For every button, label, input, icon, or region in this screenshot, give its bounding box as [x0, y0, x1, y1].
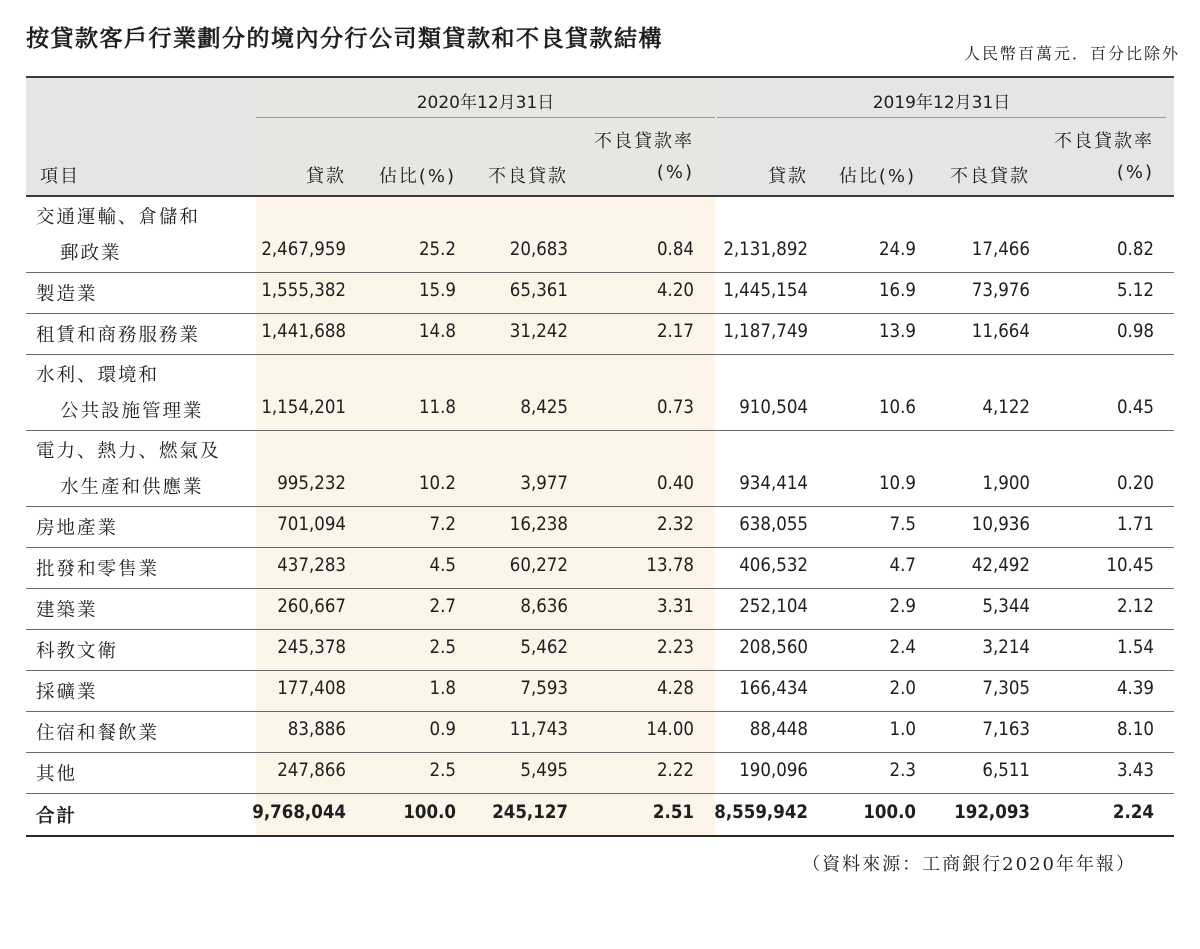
total-cell-2019-loans: 8,559,942: [714, 802, 808, 823]
cell-2020-ratio: 0.40: [656, 473, 694, 494]
total-cell-2019-ratio: 2.24: [1112, 802, 1154, 823]
cell-2019-ratio: 0.98: [1116, 321, 1154, 342]
header-2020-loans: 貸款: [306, 166, 346, 187]
table-row: [26, 355, 1174, 431]
table-row: [26, 753, 1174, 794]
header-2019-ratio-unit: (%): [1116, 162, 1154, 183]
cell-2020-npl: 60,272: [509, 555, 568, 576]
cell-2020-ratio: 4.28: [656, 678, 694, 699]
cell-2019-npl: 10,936: [971, 514, 1030, 535]
cell-2019-loans: 208,560: [739, 637, 808, 658]
header-2020-npl: 不良貸款: [488, 166, 568, 187]
row-label: 住宿和餐飲業: [36, 723, 160, 744]
cell-2019-ratio: 1.71: [1116, 514, 1154, 535]
cell-2020-share: 2.5: [429, 637, 456, 658]
table-body: [26, 197, 1174, 837]
cell-2020-ratio: 2.22: [656, 760, 694, 781]
cell-2020-ratio: 2.23: [656, 637, 694, 658]
cell-2020-share: 0.9: [429, 719, 456, 740]
cell-2019-npl: 17,466: [971, 239, 1030, 260]
cell-2019-share: 2.9: [889, 596, 916, 617]
row-label: 採礦業: [36, 682, 98, 703]
row-label: 其他: [36, 764, 78, 785]
cell-2019-share: 2.3: [889, 760, 916, 781]
row-label: 水利、環境和: [36, 365, 160, 386]
table-row: [26, 431, 1174, 507]
loan-structure-table: [26, 76, 1174, 837]
cell-2019-loans: 190,096: [739, 760, 808, 781]
cell-2020-loans: 1,441,688: [261, 321, 346, 342]
cell-2019-ratio: 10.45: [1106, 555, 1154, 576]
period-2020-label: 2020年12月31日: [416, 93, 555, 113]
cell-2019-share: 1.0: [889, 719, 916, 740]
header-2020-ratio: 不良貸款率: [594, 131, 694, 152]
cell-2020-npl: 3,977: [520, 473, 568, 494]
row-label: 科教文衛: [36, 641, 119, 662]
total-cell-2020-share: 100.0: [403, 802, 456, 823]
cell-2019-loans: 1,445,154: [723, 280, 808, 301]
row-label: 租賃和商務服務業: [36, 325, 201, 346]
row-label: 交通運輸、倉儲和: [36, 207, 201, 228]
cell-2020-loans: 437,283: [277, 555, 346, 576]
header-2019-share: 佔比(%): [838, 166, 916, 187]
row-label-continued: 水生產和供應業: [60, 477, 204, 498]
cell-2020-loans: 701,094: [277, 514, 346, 535]
cell-2020-ratio: 0.84: [656, 239, 694, 260]
cell-2020-ratio: 14.00: [646, 719, 694, 740]
cell-2019-share: 24.9: [878, 239, 916, 260]
row-label: 建築業: [36, 600, 98, 621]
total-cell-2020-ratio: 2.51: [652, 802, 694, 823]
cell-2020-npl: 8,636: [520, 596, 568, 617]
cell-2020-loans: 83,886: [287, 719, 346, 740]
row-label-continued: 公共設施管理業: [60, 401, 204, 422]
period-2019-label: 2019年12月31日: [872, 93, 1011, 113]
highlight-2020-band: [256, 197, 715, 272]
source-note: （資料來源：工商銀行2020年年報）: [802, 854, 1136, 875]
cell-2020-share: 2.5: [429, 760, 456, 781]
cell-2020-npl: 8,425: [520, 397, 568, 418]
highlight-2020-band: [256, 431, 715, 506]
cell-2020-ratio: 2.17: [656, 321, 694, 342]
cell-2019-npl: 7,305: [982, 678, 1030, 699]
cell-2019-loans: 88,448: [749, 719, 808, 740]
row-label: 製造業: [36, 284, 98, 305]
page-title: 按貸款客戶行業劃分的境內分行公司類貸款和不良貸款結構: [26, 26, 663, 52]
cell-2020-ratio: 2.32: [656, 514, 694, 535]
row-label: 房地產業: [36, 518, 119, 539]
cell-2019-share: 10.9: [878, 473, 916, 494]
cell-2019-share: 2.4: [889, 637, 916, 658]
cell-2019-npl: 5,344: [982, 596, 1030, 617]
header-2019-loans: 貸款: [768, 166, 808, 187]
header-2020-ratio-unit: (%): [656, 162, 694, 183]
period-2020-rule: [256, 117, 715, 118]
table-row: [26, 630, 1174, 671]
cell-2020-loans: 260,667: [277, 596, 346, 617]
header-2019-npl: 不良貸款: [950, 166, 1030, 187]
cell-2020-ratio: 4.20: [656, 280, 694, 301]
table-row: [26, 273, 1174, 314]
cell-2019-loans: 406,532: [739, 555, 808, 576]
cell-2019-share: 16.9: [878, 280, 916, 301]
cell-2020-ratio: 0.73: [656, 397, 694, 418]
cell-2020-loans: 1,154,201: [261, 397, 346, 418]
cell-2019-loans: 166,434: [739, 678, 808, 699]
cell-2019-ratio: 0.20: [1116, 473, 1154, 494]
cell-2019-ratio: 0.82: [1116, 239, 1154, 260]
cell-2019-ratio: 8.10: [1116, 719, 1154, 740]
cell-2019-npl: 73,976: [971, 280, 1030, 301]
cell-2019-npl: 3,214: [982, 637, 1030, 658]
cell-2019-loans: 2,131,892: [723, 239, 808, 260]
cell-2019-npl: 42,492: [971, 555, 1030, 576]
cell-2019-share: 2.0: [889, 678, 916, 699]
cell-2020-loans: 2,467,959: [261, 239, 346, 260]
row-label: 批發和零售業: [36, 559, 160, 580]
total-cell-2019-share: 100.0: [863, 802, 916, 823]
cell-2019-npl: 1,900: [982, 473, 1030, 494]
cell-2020-share: 25.2: [418, 239, 456, 260]
table-header: [26, 78, 1174, 195]
cell-2020-share: 1.8: [429, 678, 456, 699]
cell-2019-npl: 4,122: [982, 397, 1030, 418]
total-cell-2020-loans: 9,768,044: [252, 802, 346, 823]
cell-2020-share: 14.8: [418, 321, 456, 342]
cell-2020-share: 15.9: [418, 280, 456, 301]
period-2019-rule: [717, 117, 1166, 118]
row-label-continued: 郵政業: [60, 243, 122, 264]
cell-2019-ratio: 5.12: [1116, 280, 1154, 301]
cell-2020-npl: 16,238: [509, 514, 568, 535]
cell-2020-loans: 177,408: [277, 678, 346, 699]
cell-2019-npl: 11,664: [971, 321, 1030, 342]
table-row: [26, 671, 1174, 712]
cell-2019-share: 10.6: [878, 397, 916, 418]
cell-2019-loans: 638,055: [739, 514, 808, 535]
cell-2020-share: 11.8: [418, 397, 456, 418]
cell-2020-npl: 31,242: [509, 321, 568, 342]
row-label: 電力、熱力、燃氣及: [36, 441, 221, 462]
cell-2019-ratio: 0.45: [1116, 397, 1154, 418]
cell-2020-npl: 20,683: [509, 239, 568, 260]
cell-2019-loans: 252,104: [739, 596, 808, 617]
cell-2019-ratio: 3.43: [1116, 760, 1154, 781]
table-row: [26, 589, 1174, 630]
header-2020-share: 佔比(%): [378, 166, 456, 187]
table-row: [26, 314, 1174, 355]
cell-2020-share: 7.2: [429, 514, 456, 535]
cell-2019-share: 13.9: [878, 321, 916, 342]
cell-2020-loans: 995,232: [277, 473, 346, 494]
cell-2020-loans: 1,555,382: [261, 280, 346, 301]
cell-2019-share: 4.7: [889, 555, 916, 576]
highlight-2020-band: [256, 355, 715, 430]
cell-2020-npl: 5,462: [520, 637, 568, 658]
cell-2019-npl: 6,511: [982, 760, 1030, 781]
cell-2019-ratio: 1.54: [1116, 637, 1154, 658]
cell-2020-ratio: 13.78: [646, 555, 694, 576]
table-row: [26, 712, 1174, 753]
cell-2020-loans: 245,378: [277, 637, 346, 658]
cell-2020-npl: 11,743: [509, 719, 568, 740]
cell-2020-ratio: 3.31: [656, 596, 694, 617]
header-item: 項目: [40, 166, 80, 187]
total-row: [26, 794, 1174, 837]
total-label: 合計: [36, 806, 78, 827]
cell-2020-share: 4.5: [429, 555, 456, 576]
header-2019-ratio: 不良貸款率: [1054, 131, 1154, 152]
cell-2019-ratio: 2.12: [1116, 596, 1154, 617]
cell-2019-loans: 910,504: [739, 397, 808, 418]
cell-2020-npl: 7,593: [520, 678, 568, 699]
unit-note: 人民幣百萬元．百分比除外: [963, 44, 1180, 63]
cell-2019-npl: 7,163: [982, 719, 1030, 740]
cell-2020-share: 2.7: [429, 596, 456, 617]
total-cell-2019-npl: 192,093: [954, 802, 1030, 823]
table-row: [26, 197, 1174, 273]
cell-2019-share: 7.5: [889, 514, 916, 535]
total-cell-2020-npl: 245,127: [492, 802, 568, 823]
table-row: [26, 507, 1174, 548]
cell-2020-share: 10.2: [418, 473, 456, 494]
cell-2020-npl: 65,361: [509, 280, 568, 301]
cell-2019-loans: 934,414: [739, 473, 808, 494]
cell-2019-loans: 1,187,749: [723, 321, 808, 342]
table-row: [26, 548, 1174, 589]
cell-2020-loans: 247,866: [277, 760, 346, 781]
cell-2020-npl: 5,495: [520, 760, 568, 781]
cell-2019-ratio: 4.39: [1116, 678, 1154, 699]
